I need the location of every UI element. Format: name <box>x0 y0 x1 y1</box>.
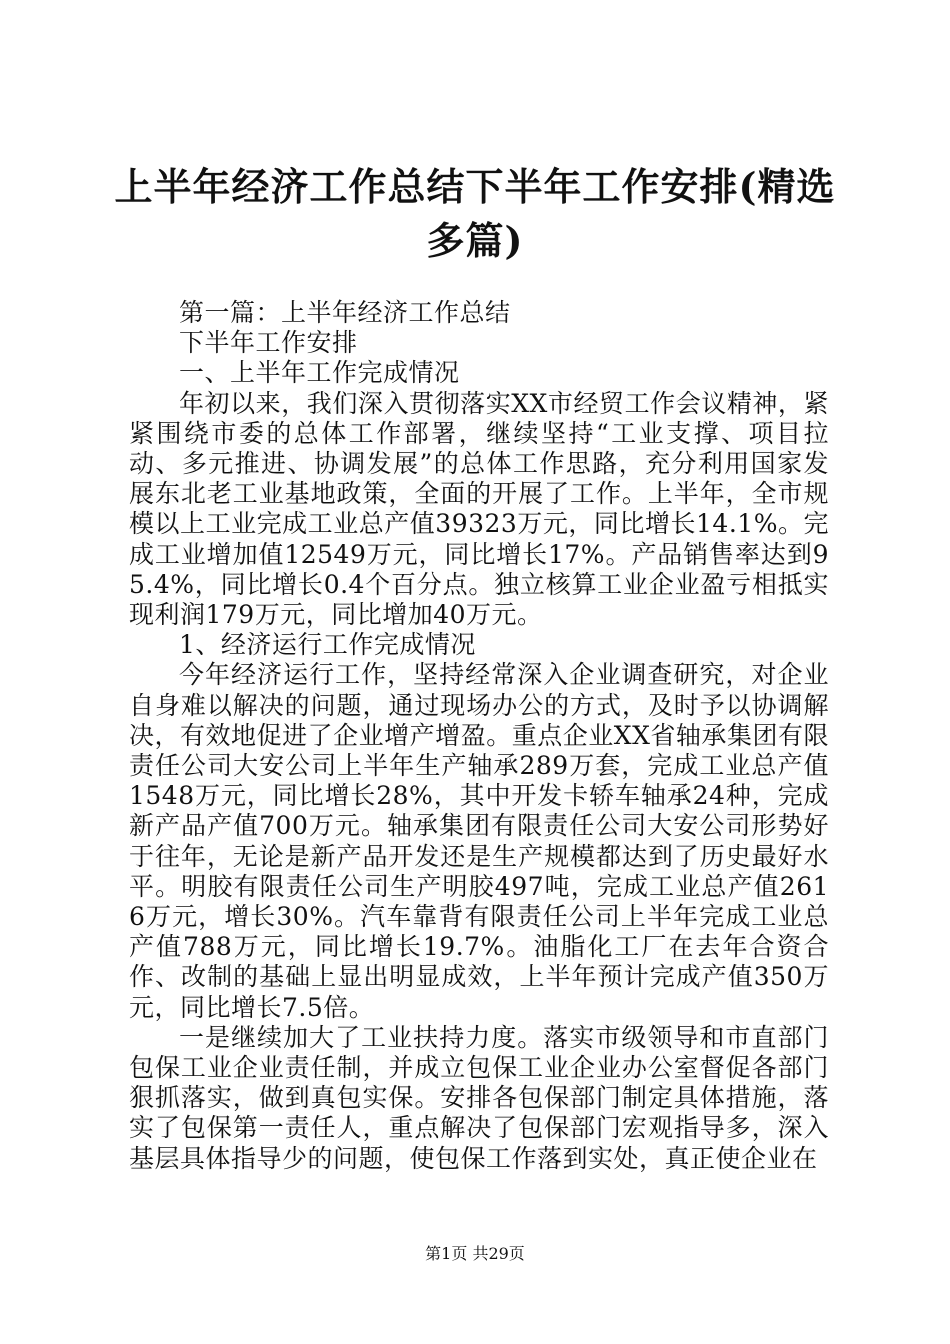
document-body <box>129 298 829 1174</box>
paragraph-overview: 年初以来，我们深入贯彻落实XX市经贸工作会议精神，紧紧围绕市委的总体工作部署，继续坚持“工业支撑、项目拉动、多元推进、协调发展”的总体工作思路，充分利用国家发展东北老工业基地政策，全面的开展了工作。上半年，全市规模以上工业完成工业总产值39323万元，同比增长14.1%。完成工业增加值12549万元，同比增长17%。产品销售率达到95.4%，同比增长0.4个百分点。独立核算工业企业盈亏相抵实现利润179万元，同比增加40万元。 <box>129 388 829 630</box>
paragraph-subheading: 下半年工作安排 <box>179 328 358 358</box>
page-number-footer: 第1页 共29页 <box>425 1244 525 1263</box>
document-title: 上半年经济工作总结下半年工作安排(精选多篇) <box>114 164 836 263</box>
paragraph-item-heading: 1、经济运行工作完成情况 <box>179 630 476 660</box>
paragraph-industrial-support: 一是继续加大了工业扶持力度。落实市级领导和市直部门包保工业企业责任制，并成立包保工业企业办公室督促各部门狠抓落实，做到真包实保。安排各包保部门制定具体措施，落实了包保第一责任人，重点解决了包保部门宏观指导多，深入基层具体指导少的问题，使包保工作落到实处，真正使企业在 <box>129 1022 829 1173</box>
paragraph-part-one-heading: 一、上半年工作完成情况 <box>179 358 460 388</box>
paragraph-economic-operation: 今年经济运行工作，坚持经常深入企业调查研究，对企业自身难以解决的问题，通过现场办公的方式，及时予以协调解决，有效地促进了企业增产增盈。重点企业XX省轴承集团有限责任公司大安公司上半年生产轴承289万套，完成工业总产值1548万元，同比增长28%，其中开发卡轿车轴承24种，完成新产品产值700万元。轴承集团有限责任公司大安公司形势好于往年，无论是新产品开发还是生产规模都达到了历史最好水平。明胶有限责任公司生产明胶497吨，完成工业总产值2616万元，增长30%。汽车靠背有限责任公司上半年完成工业总产值788万元，同比增长19.7%。油脂化工厂在去年合资合作、改制的基础上显出明显成效，上半年预计完成产值350万元，同比增长7.5倍。 <box>129 660 829 1022</box>
paragraph-section-heading: 第一篇：上半年经济工作总结 <box>179 298 511 327</box>
